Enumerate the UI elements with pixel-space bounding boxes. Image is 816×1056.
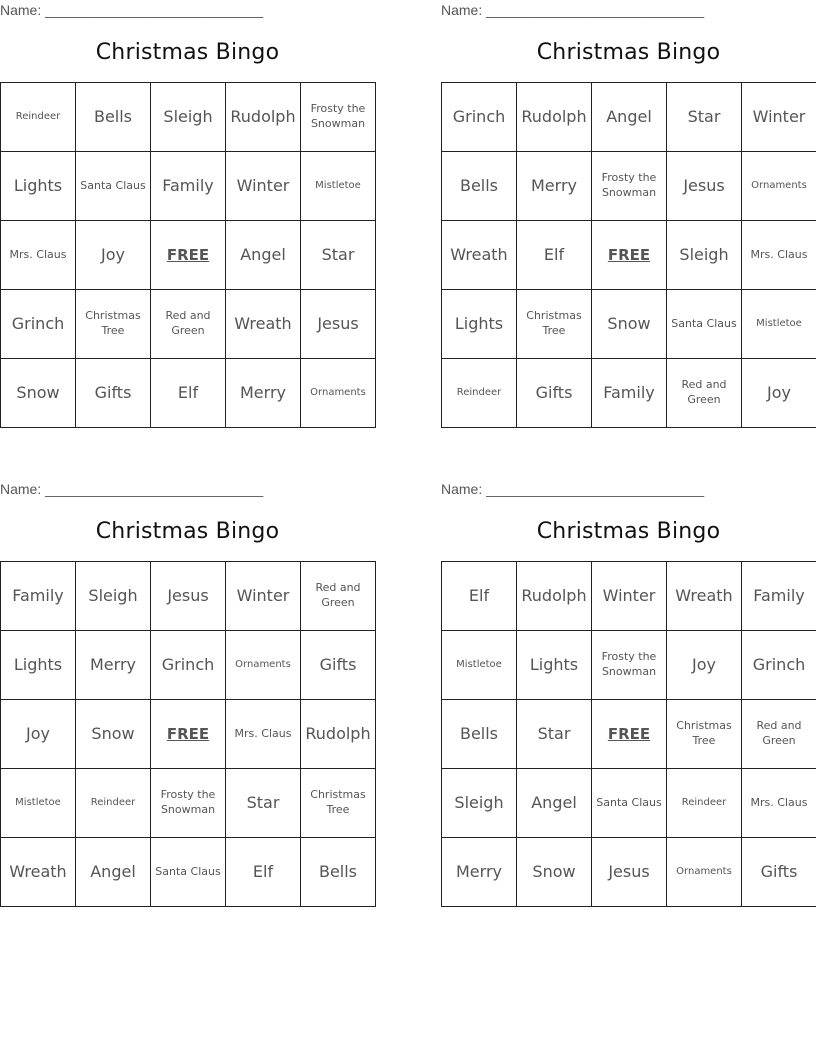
- grid-row: [442, 83, 816, 152]
- free-space[interactable]: FREE: [151, 221, 226, 290]
- grid-row: [442, 838, 816, 907]
- bingo-cell[interactable]: Christmas Tree: [301, 769, 376, 838]
- bingo-cell[interactable]: Rudolph: [517, 83, 592, 152]
- bingo-cell[interactable]: Gifts: [517, 359, 592, 428]
- bingo-cell[interactable]: Santa Claus: [151, 838, 226, 907]
- bingo-cell[interactable]: Merry: [76, 631, 151, 700]
- bingo-cell[interactable]: Ornaments: [301, 359, 376, 428]
- bingo-cell[interactable]: Grinch: [151, 631, 226, 700]
- bingo-cell[interactable]: Joy: [1, 700, 76, 769]
- grid-row: [442, 769, 816, 838]
- bingo-cell[interactable]: Family: [151, 152, 226, 221]
- bingo-cell[interactable]: Reindeer: [76, 769, 151, 838]
- bingo-cell[interactable]: Frosty the Snowman: [301, 83, 376, 152]
- name-field[interactable]: Name: ____________________________: [441, 2, 705, 18]
- bingo-cell[interactable]: Reindeer: [667, 769, 742, 838]
- bingo-cell[interactable]: Star: [301, 221, 376, 290]
- bingo-cell[interactable]: Frosty the Snowman: [592, 631, 667, 700]
- bingo-cell[interactable]: Jesus: [667, 152, 742, 221]
- bingo-cell[interactable]: Lights: [442, 290, 517, 359]
- bingo-cell[interactable]: Bells: [442, 152, 517, 221]
- bingo-cell[interactable]: Red and Green: [742, 700, 816, 769]
- bingo-cell[interactable]: Winter: [226, 562, 301, 631]
- bingo-cell[interactable]: Angel: [592, 83, 667, 152]
- bingo-cell[interactable]: Grinch: [442, 83, 517, 152]
- bingo-cell[interactable]: Santa Claus: [592, 769, 667, 838]
- bingo-cell[interactable]: Rudolph: [517, 562, 592, 631]
- bingo-cell[interactable]: Mistletoe: [301, 152, 376, 221]
- grid-row: [442, 700, 816, 769]
- bingo-cell[interactable]: Angel: [517, 769, 592, 838]
- bingo-cell[interactable]: Gifts: [301, 631, 376, 700]
- bingo-cell[interactable]: Grinch: [1, 290, 76, 359]
- bingo-cell[interactable]: Mrs. Claus: [742, 769, 816, 838]
- bingo-cell[interactable]: Red and Green: [667, 359, 742, 428]
- bingo-cell[interactable]: Joy: [76, 221, 151, 290]
- bingo-grid: [441, 561, 816, 907]
- card-title: Christmas Bingo: [536, 40, 721, 65]
- bingo-cell[interactable]: Elf: [151, 359, 226, 428]
- name-field[interactable]: Name: ____________________________: [441, 481, 705, 497]
- bingo-cell[interactable]: Snow: [1, 359, 76, 428]
- bingo-cell[interactable]: Christmas Tree: [517, 290, 592, 359]
- bingo-cell[interactable]: Joy: [742, 359, 816, 428]
- grid-row: [1, 290, 376, 359]
- card-title: Christmas Bingo: [95, 519, 280, 544]
- bingo-cell[interactable]: Snow: [592, 290, 667, 359]
- grid-row: [442, 152, 816, 221]
- bingo-cell[interactable]: Jesus: [301, 290, 376, 359]
- free-space[interactable]: FREE: [151, 700, 226, 769]
- bingo-cell[interactable]: Ornaments: [667, 838, 742, 907]
- bingo-grid: [0, 82, 376, 428]
- grid-row: [1, 562, 376, 631]
- bingo-cell[interactable]: Mrs. Claus: [226, 700, 301, 769]
- bingo-cell[interactable]: Santa Claus: [667, 290, 742, 359]
- name-field[interactable]: Name: ____________________________: [0, 2, 264, 18]
- bingo-cell[interactable]: Mrs. Claus: [1, 221, 76, 290]
- bingo-cell[interactable]: Angel: [226, 221, 301, 290]
- bingo-cell[interactable]: Bells: [442, 700, 517, 769]
- bingo-cell[interactable]: Mrs. Claus: [742, 221, 816, 290]
- bingo-cell[interactable]: Lights: [517, 631, 592, 700]
- bingo-cell[interactable]: Family: [1, 562, 76, 631]
- bingo-cell[interactable]: Gifts: [76, 359, 151, 428]
- bingo-cell[interactable]: Frosty the Snowman: [151, 769, 226, 838]
- bingo-cell[interactable]: Joy: [667, 631, 742, 700]
- bingo-cell[interactable]: Mistletoe: [742, 290, 816, 359]
- bingo-cell[interactable]: Elf: [226, 838, 301, 907]
- card-title: Christmas Bingo: [536, 519, 721, 544]
- grid-row: [1, 631, 376, 700]
- bingo-cell[interactable]: Merry: [442, 838, 517, 907]
- bingo-cell[interactable]: Winter: [592, 562, 667, 631]
- bingo-cell[interactable]: Wreath: [226, 290, 301, 359]
- bingo-cell[interactable]: Mistletoe: [1, 769, 76, 838]
- grid-row: [442, 290, 816, 359]
- bingo-cell[interactable]: Snow: [517, 838, 592, 907]
- bingo-cell[interactable]: Sleigh: [76, 562, 151, 631]
- bingo-cell[interactable]: Rudolph: [301, 700, 376, 769]
- bingo-cell[interactable]: Jesus: [151, 562, 226, 631]
- bingo-cell[interactable]: Grinch: [742, 631, 816, 700]
- free-space[interactable]: FREE: [592, 700, 667, 769]
- grid-row: [442, 631, 816, 700]
- bingo-cell[interactable]: Sleigh: [442, 769, 517, 838]
- bingo-cell[interactable]: Red and Green: [151, 290, 226, 359]
- bingo-cell[interactable]: Lights: [1, 631, 76, 700]
- bingo-cell[interactable]: Wreath: [442, 221, 517, 290]
- bingo-cell[interactable]: Family: [742, 562, 816, 631]
- bingo-cell[interactable]: Mistletoe: [442, 631, 517, 700]
- bingo-grid: [441, 82, 816, 428]
- grid-row: [1, 700, 376, 769]
- free-space[interactable]: FREE: [592, 221, 667, 290]
- bingo-cell[interactable]: Merry: [517, 152, 592, 221]
- bingo-cell[interactable]: Christmas Tree: [76, 290, 151, 359]
- bingo-cell[interactable]: Sleigh: [667, 221, 742, 290]
- grid-row: [442, 562, 816, 631]
- bingo-cell[interactable]: Bells: [76, 83, 151, 152]
- bingo-cell[interactable]: Rudolph: [226, 83, 301, 152]
- bingo-cell[interactable]: Lights: [1, 152, 76, 221]
- card-title: Christmas Bingo: [95, 40, 280, 65]
- bingo-cell[interactable]: Star: [517, 700, 592, 769]
- grid-row: [1, 838, 376, 907]
- bingo-cell[interactable]: Sleigh: [151, 83, 226, 152]
- bingo-cell[interactable]: Red and Green: [301, 562, 376, 631]
- bingo-cell[interactable]: Ornaments: [742, 152, 816, 221]
- bingo-cell[interactable]: Elf: [442, 562, 517, 631]
- grid-row: [1, 769, 376, 838]
- bingo-cell[interactable]: Snow: [76, 700, 151, 769]
- bingo-cell[interactable]: Winter: [742, 83, 816, 152]
- bingo-cell[interactable]: Jesus: [592, 838, 667, 907]
- bingo-cell[interactable]: Angel: [76, 838, 151, 907]
- bingo-cell[interactable]: Reindeer: [1, 83, 76, 152]
- grid-row: [1, 359, 376, 428]
- bingo-cell[interactable]: Winter: [226, 152, 301, 221]
- grid-row: [1, 152, 376, 221]
- bingo-cell[interactable]: Wreath: [667, 562, 742, 631]
- grid-row: [442, 359, 816, 428]
- bingo-cell[interactable]: Reindeer: [442, 359, 517, 428]
- bingo-cell[interactable]: Merry: [226, 359, 301, 428]
- bingo-cell[interactable]: Christmas Tree: [667, 700, 742, 769]
- grid-row: [1, 221, 376, 290]
- bingo-cell[interactable]: Star: [667, 83, 742, 152]
- bingo-cell[interactable]: Santa Claus: [76, 152, 151, 221]
- bingo-cell[interactable]: Elf: [517, 221, 592, 290]
- bingo-cell[interactable]: Family: [592, 359, 667, 428]
- name-field[interactable]: Name: ____________________________: [0, 481, 264, 497]
- bingo-cell[interactable]: Frosty the Snowman: [592, 152, 667, 221]
- bingo-cell[interactable]: Bells: [301, 838, 376, 907]
- bingo-cell[interactable]: Star: [226, 769, 301, 838]
- grid-row: [442, 221, 816, 290]
- bingo-cell[interactable]: Ornaments: [226, 631, 301, 700]
- bingo-cell[interactable]: Wreath: [1, 838, 76, 907]
- grid-row: [1, 83, 376, 152]
- bingo-cell[interactable]: Gifts: [742, 838, 816, 907]
- bingo-grid: [0, 561, 376, 907]
